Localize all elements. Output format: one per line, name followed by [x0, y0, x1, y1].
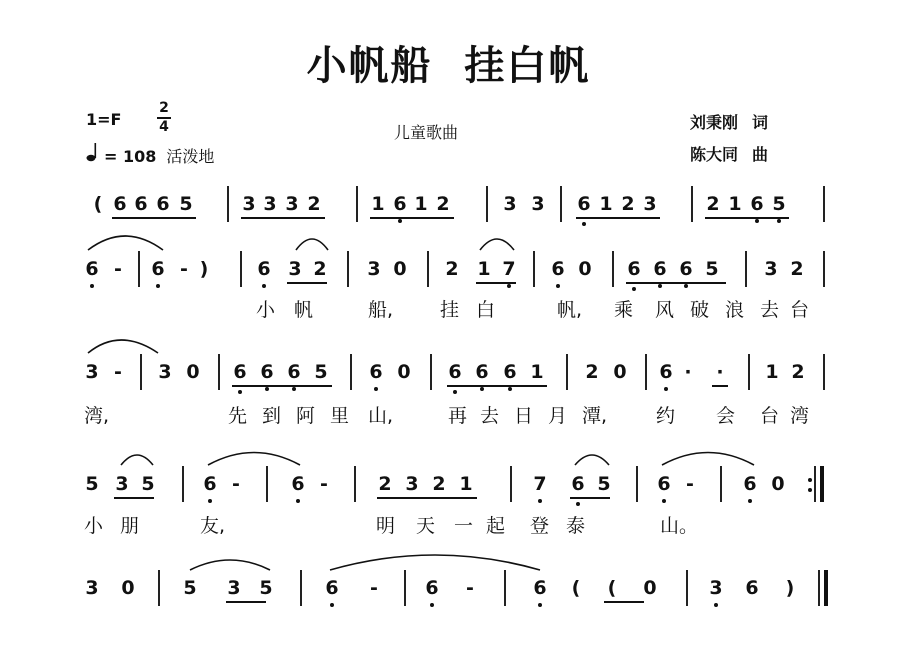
low-octave-dot — [430, 603, 434, 607]
tempo-mark: 活泼地 — [166, 147, 215, 166]
barline — [504, 570, 506, 606]
low-octave-dot — [662, 499, 666, 503]
note: 6 — [325, 577, 339, 599]
time-signature — [157, 101, 171, 135]
note: 7 — [502, 258, 516, 280]
lyric-syllable: 先 — [228, 405, 248, 427]
lyric-syllable: 挂 — [440, 299, 460, 321]
slur — [662, 453, 754, 466]
note: 5 — [141, 473, 155, 495]
note: 6 — [571, 473, 585, 495]
note: 6 — [533, 577, 547, 599]
beam-line — [447, 385, 547, 387]
note: 6 — [260, 361, 274, 383]
note: ) — [199, 258, 209, 280]
low-octave-dot — [265, 387, 269, 391]
note: 0 — [397, 361, 411, 383]
lyric-syllable: 约 — [656, 405, 676, 427]
low-octave-dot — [582, 222, 586, 226]
note: 6 — [233, 361, 247, 383]
low-octave-dot — [453, 390, 457, 394]
barline — [823, 251, 825, 287]
note: 6 — [156, 193, 170, 215]
barline — [486, 186, 488, 222]
slur — [121, 455, 153, 465]
key-signature: 1=F — [86, 110, 122, 129]
beam-line — [705, 217, 789, 219]
beam-line — [570, 497, 610, 499]
low-octave-dot — [330, 603, 334, 607]
barline — [218, 354, 220, 390]
note: 6 — [743, 473, 757, 495]
barline — [182, 466, 184, 502]
note: 2 — [378, 473, 392, 495]
low-octave-dot — [262, 284, 266, 288]
note: ) — [785, 577, 795, 599]
note: · — [684, 361, 692, 383]
lyric-syllable: 乘 — [614, 299, 634, 321]
notation-line-5 — [0, 576, 897, 606]
barline — [427, 251, 429, 287]
lyric-syllable: 山, — [368, 405, 394, 427]
barline — [404, 570, 406, 606]
barline — [300, 570, 302, 606]
note: - — [686, 473, 694, 495]
notation-line-3 — [0, 360, 897, 390]
barline — [814, 466, 816, 502]
note: 6 — [85, 258, 99, 280]
repeat-dot — [808, 488, 812, 492]
barline — [140, 354, 142, 390]
note: 5 — [314, 361, 328, 383]
low-octave-dot — [156, 284, 160, 288]
barline — [818, 570, 820, 606]
low-octave-dot — [90, 284, 94, 288]
note: 6 — [657, 473, 671, 495]
lyric-syllable: 会 — [716, 405, 736, 427]
note: 3 — [503, 193, 517, 215]
note: 2 — [307, 193, 321, 215]
slur — [480, 239, 514, 250]
low-octave-dot — [538, 603, 542, 607]
note: 6 — [291, 473, 305, 495]
lyric-syllable: 破 — [690, 299, 710, 321]
beam-line — [370, 217, 454, 219]
note: 6 — [425, 577, 439, 599]
lyricist-role: 词 — [752, 113, 769, 132]
note: 0 — [643, 577, 657, 599]
notation-line-4 — [0, 472, 897, 502]
note: 2 — [621, 193, 635, 215]
note: 3 — [764, 258, 778, 280]
barline — [686, 570, 688, 606]
note: 6 — [475, 361, 489, 383]
barline — [430, 354, 432, 390]
note: 6 — [113, 193, 127, 215]
lyrics-line-4 — [0, 514, 897, 540]
lyric-syllable: 阿 — [296, 405, 316, 427]
barline — [566, 354, 568, 390]
lyric-syllable: 友, — [200, 515, 226, 537]
note: · — [716, 361, 724, 383]
note: ( — [607, 577, 617, 599]
barline — [645, 354, 647, 390]
beam-line — [112, 217, 196, 219]
beam-line — [287, 282, 327, 284]
low-octave-dot — [664, 387, 668, 391]
barline — [510, 466, 512, 502]
note: 5 — [597, 473, 611, 495]
lyric-syllable: 风 — [655, 299, 675, 321]
note: 3 — [285, 193, 299, 215]
lyrics-line-3 — [0, 404, 897, 430]
low-octave-dot — [556, 284, 560, 288]
note: 5 — [85, 473, 99, 495]
note: 3 — [531, 193, 545, 215]
low-octave-dot — [684, 284, 688, 288]
lyric-syllable: 白 — [476, 299, 496, 321]
lyric-syllable: 登 — [530, 515, 550, 537]
beam-line — [626, 282, 726, 284]
low-octave-dot — [632, 287, 636, 291]
barline — [350, 354, 352, 390]
lyricist-credit — [690, 110, 768, 133]
beam-line — [114, 497, 154, 499]
note: 2 — [436, 193, 450, 215]
note: 6 — [653, 258, 667, 280]
lyric-syllable: 湾 — [790, 405, 810, 427]
note: 1 — [414, 193, 428, 215]
note: 1 — [728, 193, 742, 215]
barline — [748, 354, 750, 390]
note: - — [232, 473, 240, 495]
note: 6 — [287, 361, 301, 383]
note: 7 — [533, 473, 547, 495]
final-barline — [824, 570, 828, 606]
note: 6 — [257, 258, 271, 280]
low-octave-dot — [576, 502, 580, 506]
note: - — [114, 258, 122, 280]
note: 5 — [705, 258, 719, 280]
note: 2 — [432, 473, 446, 495]
note: 6 — [503, 361, 517, 383]
note: - — [370, 577, 378, 599]
low-octave-dot — [755, 219, 759, 223]
lyric-syllable: 小 — [84, 515, 104, 537]
slur — [88, 236, 163, 250]
note: 0 — [121, 577, 135, 599]
lyric-syllable: 天 — [416, 515, 436, 537]
repeat-dot — [808, 478, 812, 482]
note: 0 — [771, 473, 785, 495]
note: 6 — [750, 193, 764, 215]
beam-line — [226, 601, 266, 603]
slur — [88, 340, 158, 353]
barline — [356, 186, 358, 222]
final-barline — [820, 466, 824, 502]
note: 5 — [772, 193, 786, 215]
note: 2 — [706, 193, 720, 215]
low-octave-dot — [398, 219, 402, 223]
low-octave-dot — [292, 387, 296, 391]
note: 2 — [791, 361, 805, 383]
note: - — [466, 577, 474, 599]
notation-line-2 — [0, 257, 897, 287]
note: ( — [571, 577, 581, 599]
low-octave-dot — [238, 390, 242, 394]
lyric-syllable: 朋 — [120, 515, 140, 537]
note: 5 — [183, 577, 197, 599]
note: 2 — [790, 258, 804, 280]
barline — [227, 186, 229, 222]
quarter-note-icon — [86, 142, 104, 166]
low-octave-dot — [658, 284, 662, 288]
low-octave-dot — [208, 499, 212, 503]
note: 3 — [709, 577, 723, 599]
low-octave-dot — [507, 284, 511, 288]
note: 6 — [203, 473, 217, 495]
note: 6 — [448, 361, 462, 383]
time-signature-bottom: 4 — [159, 119, 169, 135]
barline — [691, 186, 693, 222]
lyric-syllable: 起 — [486, 515, 506, 537]
low-octave-dot — [374, 387, 378, 391]
barline — [266, 466, 268, 502]
note: - — [114, 361, 122, 383]
lyric-syllable: 台 — [790, 299, 810, 321]
low-octave-dot — [480, 387, 484, 391]
time-signature-top: 2 — [159, 100, 169, 116]
beam-line — [241, 217, 325, 219]
lyric-syllable: 船, — [368, 299, 394, 321]
note: 3 — [405, 473, 419, 495]
lyric-syllable: 山。 — [660, 515, 699, 537]
composer-role: 曲 — [752, 145, 769, 164]
note: 1 — [765, 361, 779, 383]
genre-label: 儿童歌曲 — [394, 123, 459, 142]
note: 3 — [643, 193, 657, 215]
note: 5 — [259, 577, 273, 599]
note: 6 — [627, 258, 641, 280]
note: 6 — [577, 193, 591, 215]
composer-name: 陈大同 — [690, 145, 739, 164]
lyric-syllable: 浪 — [725, 299, 745, 321]
barline — [560, 186, 562, 222]
lyric-syllable: 小 — [256, 299, 276, 321]
barline — [720, 466, 722, 502]
note: 6 — [679, 258, 693, 280]
note: 2 — [585, 361, 599, 383]
lyric-syllable: 日 — [514, 405, 534, 427]
note: 1 — [371, 193, 385, 215]
low-octave-dot — [777, 219, 781, 223]
note: 6 — [369, 361, 383, 383]
lyric-syllable: 去 — [760, 299, 780, 321]
lyric-syllable: 去 — [480, 405, 500, 427]
beam-line — [604, 601, 644, 603]
song-title: 小帆船 挂白帆 — [306, 43, 591, 89]
slur — [575, 455, 609, 465]
lyric-syllable: 里 — [330, 405, 350, 427]
lyric-syllable: 泰 — [566, 515, 586, 537]
lyric-syllable: 湾, — [84, 405, 110, 427]
barline — [138, 251, 140, 287]
barline — [612, 251, 614, 287]
low-octave-dot — [748, 499, 752, 503]
note: 0 — [613, 361, 627, 383]
slur — [296, 239, 328, 250]
note: 6 — [745, 577, 759, 599]
low-octave-dot — [508, 387, 512, 391]
note: 6 — [659, 361, 673, 383]
note: - — [180, 258, 188, 280]
lyric-syllable: 到 — [262, 405, 282, 427]
tempo-value: = 108 — [104, 147, 157, 166]
lyricist-name: 刘秉刚 — [690, 113, 739, 132]
lyric-syllable: 月 — [548, 405, 568, 427]
beam-line — [232, 385, 332, 387]
lyric-syllable: 再 — [448, 405, 468, 427]
note: 1 — [459, 473, 473, 495]
note: - — [320, 473, 328, 495]
low-octave-dot — [538, 499, 542, 503]
note: 3 — [85, 577, 99, 599]
barline — [347, 251, 349, 287]
barline — [745, 251, 747, 287]
note: 3 — [227, 577, 241, 599]
note: 6 — [134, 193, 148, 215]
barline — [158, 570, 160, 606]
tempo-line — [86, 142, 214, 167]
note: 3 — [242, 193, 256, 215]
note: 3 — [115, 473, 129, 495]
note: 1 — [477, 258, 491, 280]
note: 6 — [551, 258, 565, 280]
lyric-syllable: 潭, — [582, 405, 608, 427]
note: 3 — [158, 361, 172, 383]
note: 1 — [530, 361, 544, 383]
beam-line — [712, 385, 728, 387]
note: 2 — [313, 258, 327, 280]
note: 3 — [85, 361, 99, 383]
note: 1 — [599, 193, 613, 215]
slur — [190, 560, 270, 570]
low-octave-dot — [714, 603, 718, 607]
note: 3 — [288, 258, 302, 280]
note: 3 — [367, 258, 381, 280]
barline — [354, 466, 356, 502]
barline — [823, 354, 825, 390]
barline — [636, 466, 638, 502]
note: 6 — [393, 193, 407, 215]
barline — [823, 186, 825, 222]
note: 5 — [179, 193, 193, 215]
lyric-syllable: 一 — [454, 515, 474, 537]
beam-line — [377, 497, 477, 499]
note: 3 — [263, 193, 277, 215]
low-octave-dot — [296, 499, 300, 503]
slur — [208, 453, 300, 466]
note: 0 — [186, 361, 200, 383]
note: 2 — [445, 258, 459, 280]
barline — [240, 251, 242, 287]
composer-credit — [690, 142, 768, 165]
note: 0 — [578, 258, 592, 280]
note: ( — [93, 193, 103, 215]
lyric-syllable: 明 — [376, 515, 396, 537]
barline — [533, 251, 535, 287]
slur — [330, 555, 540, 570]
lyric-syllable: 帆 — [294, 299, 314, 321]
note: 0 — [393, 258, 407, 280]
notation-line-1 — [0, 192, 897, 222]
lyric-syllable: 台 — [760, 405, 780, 427]
beam-line — [576, 217, 660, 219]
lyrics-line-2 — [0, 298, 897, 324]
note: 6 — [151, 258, 165, 280]
lyric-syllable: 帆, — [557, 299, 583, 321]
